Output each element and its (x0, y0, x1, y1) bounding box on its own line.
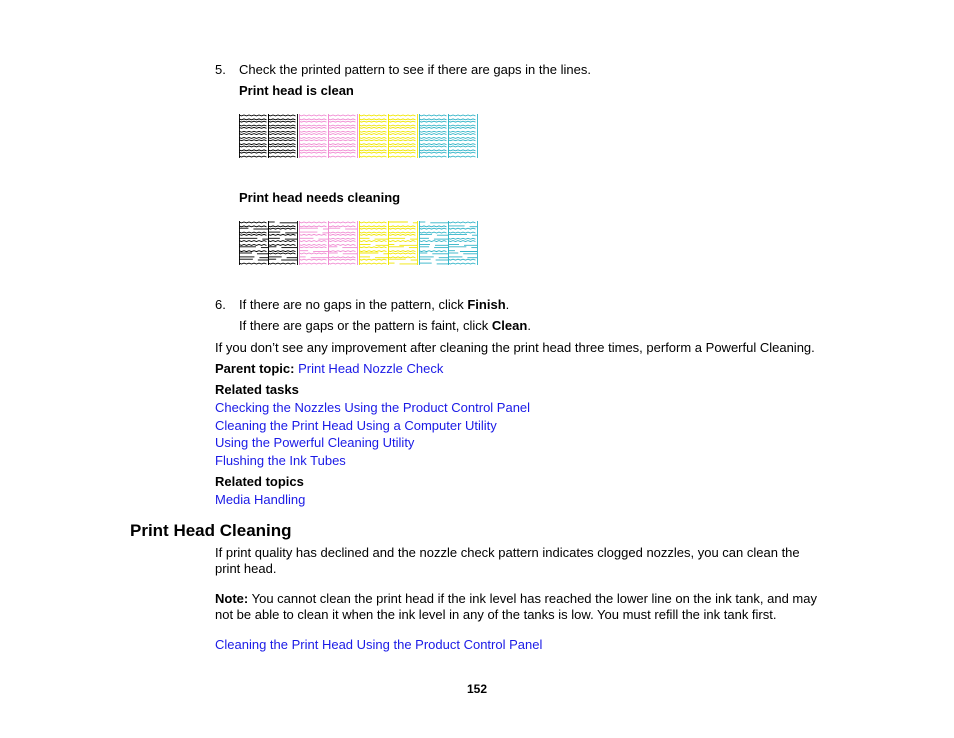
section-link-control-panel[interactable]: Cleaning the Print Head Using the Product Control Panel (215, 637, 543, 652)
related-topics-heading: Related topics (215, 474, 304, 489)
related-task-link-flushing[interactable]: Flushing the Ink Tubes (215, 453, 346, 468)
step-6-line-2-end: . (527, 318, 531, 333)
parent-topic-link[interactable]: Print Head Nozzle Check (298, 361, 444, 376)
parent-topic (215, 361, 443, 377)
related-task-link-powerful-cleaning[interactable]: Using the Powerful Cleaning Utility (215, 435, 415, 450)
section-title: Print Head Cleaning (130, 521, 292, 540)
note-text: You cannot clean the print head if the ink level has reached the lower line on the ink tank, and may not be able to clean it when the ink level in any of the tanks is low. You must refill the ink tank first. (215, 591, 817, 622)
finish-label: Finish (467, 297, 506, 312)
section-intro: If print quality has declined and the nozzle check pattern indicates clogged nozzles, you can clean the print head. (215, 545, 800, 576)
step-6-line-1-text: If there are no gaps in the pattern, click (239, 297, 468, 312)
improvement-note: If you don’t see any improvement after cleaning the print head three times, perform a Powerful Cleaning. (215, 340, 815, 355)
step-6-line-1-end: . (505, 297, 510, 312)
step-5-number: 5. (215, 62, 226, 77)
step-6-line-2-text: If there are gaps or the pattern is faint, click (239, 318, 492, 333)
dirty-pattern-label: Print head needs cleaning (239, 190, 401, 205)
step-6-line-2 (239, 318, 531, 334)
step-5-text: Check the printed pattern to see if there are gaps in the lines. (239, 62, 591, 77)
note-label: Note: (215, 591, 249, 606)
step-6-line-1 (239, 297, 509, 313)
step-6-number: 6. (215, 297, 226, 312)
related-task-link-nozzle-check[interactable]: Checking the Nozzles Using the Product Control Panel (215, 400, 531, 415)
clean-pattern-label: Print head is clean (239, 83, 354, 98)
section-note (215, 591, 827, 623)
related-tasks-heading: Related tasks (215, 382, 299, 397)
dirty-nozzle-pattern-image (239, 220, 479, 266)
related-topic-link-media-handling[interactable]: Media Handling (215, 492, 306, 507)
parent-topic-label: Parent topic: (215, 361, 295, 376)
clean-nozzle-pattern-image (239, 113, 479, 159)
page-number: 152 (467, 682, 488, 696)
clean-label: Clean (491, 318, 528, 333)
related-task-link-computer-utility[interactable]: Cleaning the Print Head Using a Computer Utility (215, 418, 497, 433)
